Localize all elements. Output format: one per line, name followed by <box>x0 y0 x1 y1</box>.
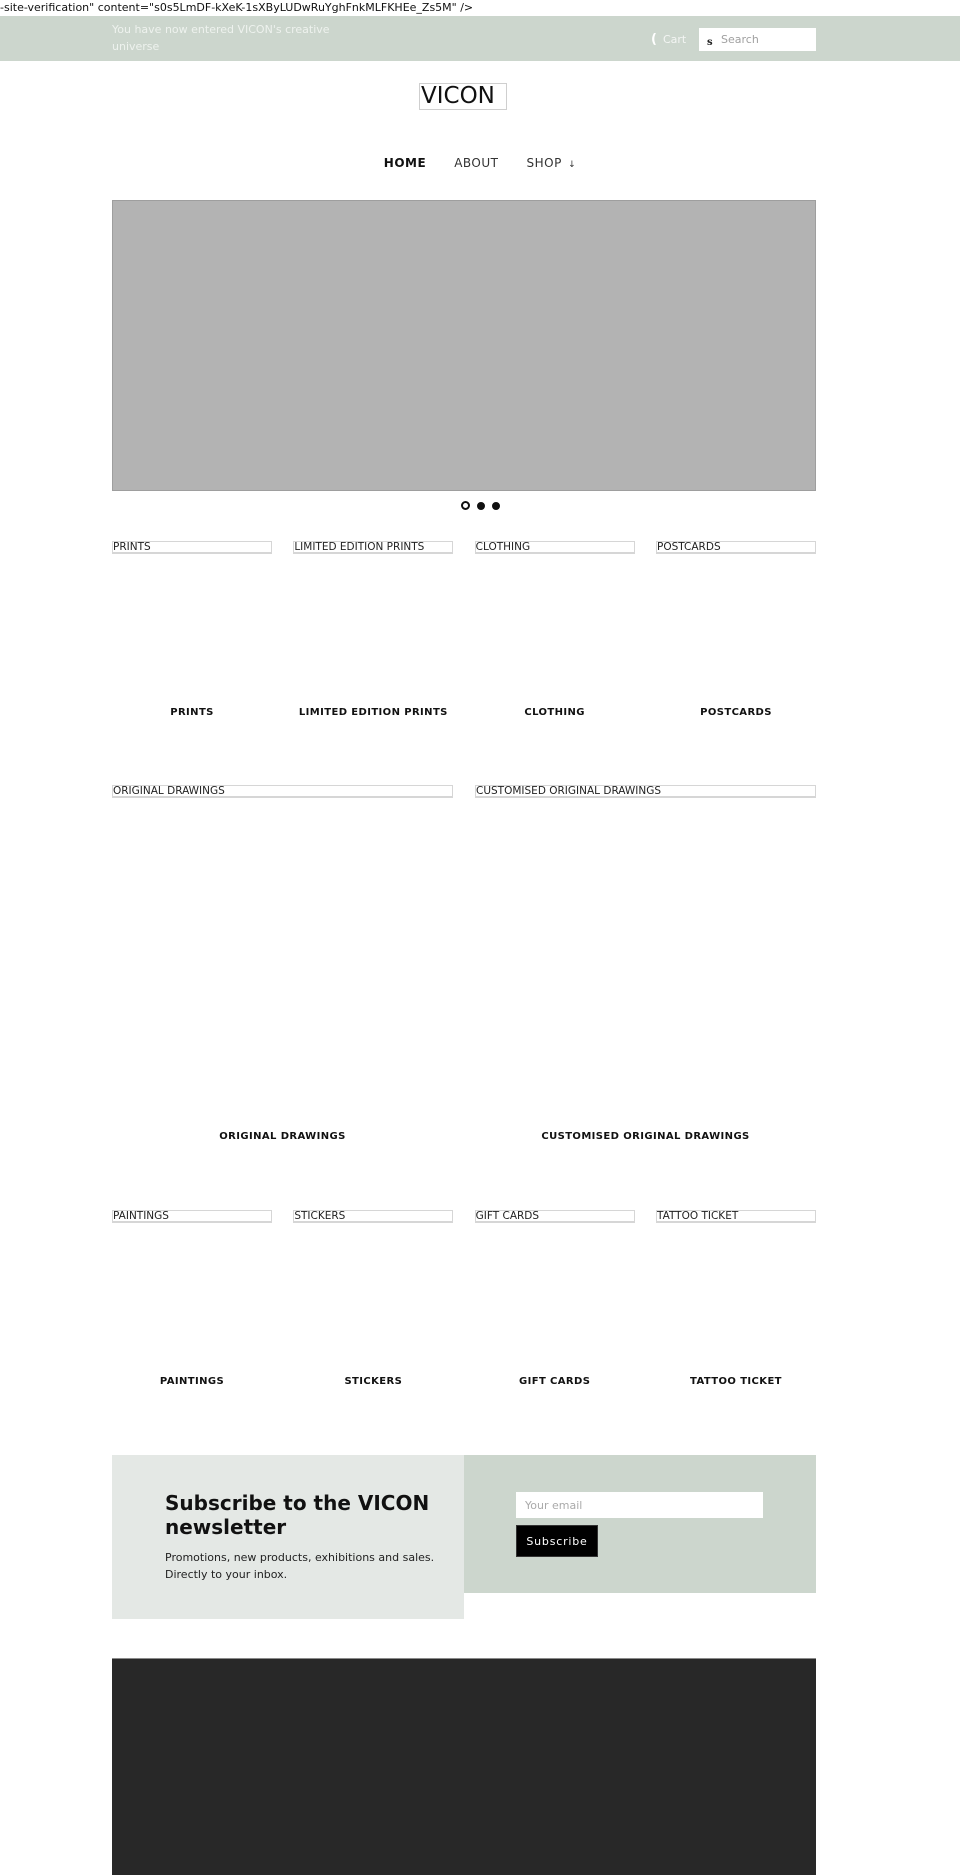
slideshow-dots <box>0 501 960 510</box>
announcement-text: You have now entered VICON's creative universe <box>112 23 330 53</box>
slide-dot-3[interactable] <box>492 502 500 510</box>
collection-caption[interactable]: CLOTHING <box>524 707 585 718</box>
collection-card <box>475 785 816 1142</box>
collection-image-customised-original-drawings[interactable]: CUSTOMISED ORIGINAL DRAWINGS <box>475 785 816 798</box>
collection-row-3 <box>112 1210 816 1387</box>
collection-card <box>293 1210 453 1387</box>
collection-caption[interactable]: STICKERS <box>344 1376 403 1387</box>
collection-image-prints[interactable]: PRINTS <box>112 541 272 554</box>
collection-caption[interactable]: CUSTOMISED ORIGINAL DRAWINGS <box>541 1131 750 1142</box>
collection-card <box>112 541 272 718</box>
chevron-down-icon: ↓ <box>568 160 577 170</box>
collection-caption[interactable]: PRINTS <box>170 707 214 718</box>
collection-caption[interactable]: GIFT CARDS <box>518 1376 591 1387</box>
slide-dot-1[interactable] <box>461 501 470 510</box>
cart-label: Cart <box>662 33 687 46</box>
collection-row-1 <box>112 541 816 718</box>
collection-image-clothing[interactable]: CLOTHING <box>475 541 635 554</box>
collection-caption[interactable]: PAINTINGS <box>159 1376 225 1387</box>
collection-image-original-drawings[interactable]: ORIGINAL DRAWINGS <box>112 785 453 798</box>
collection-row-2 <box>112 785 816 1142</box>
collection-image-tattoo-ticket[interactable]: TATTOO TICKET <box>656 1210 816 1223</box>
collection-caption[interactable]: POSTCARDS <box>700 707 772 718</box>
newsletter-info-panel <box>112 1455 464 1619</box>
main-nav <box>0 156 960 170</box>
collection-caption[interactable]: TATTOO TICKET <box>690 1376 782 1387</box>
email-field[interactable] <box>516 1492 763 1518</box>
announcement-bar <box>0 16 960 61</box>
collection-card <box>475 541 635 718</box>
collection-image-paintings[interactable]: PAINTINGS <box>112 1210 272 1223</box>
slide-dot-2[interactable] <box>477 502 485 510</box>
newsletter-title: Subscribe to the VICON newsletter <box>165 1491 430 1539</box>
collection-card <box>112 1210 272 1387</box>
cart-icon: ( <box>651 32 657 47</box>
newsletter-form-panel <box>464 1455 816 1593</box>
nav-item-shop[interactable] <box>526 156 576 170</box>
collection-card <box>656 1210 816 1387</box>
collection-image-limited-edition-prints[interactable]: LIMITED EDITION PRINTS <box>293 541 453 554</box>
collection-card <box>656 541 816 718</box>
site-logo[interactable]: VICON <box>419 83 507 110</box>
nav-item-home[interactable]: HOME <box>383 156 427 170</box>
newsletter-description: Promotions, new products, exhibitions and sales. Directly to your inbox. <box>165 1551 435 1581</box>
search-box[interactable] <box>699 28 816 51</box>
collection-caption[interactable]: LIMITED EDITION PRINTS <box>298 707 448 718</box>
collection-card <box>112 785 453 1142</box>
collection-image-postcards[interactable]: POSTCARDS <box>656 541 816 554</box>
subscribe-button[interactable]: Subscribe <box>516 1525 598 1557</box>
footer <box>112 1658 816 1875</box>
collection-image-gift-cards[interactable]: GIFT CARDS <box>475 1210 635 1223</box>
leaked-meta-tag-text: -site-verification" content="s0s5LmDF-kXeK-1sXByLUDwRuYghFnkMLFKHEe_Zs5M" /> <box>0 1 474 14</box>
collection-caption[interactable]: ORIGINAL DRAWINGS <box>219 1131 346 1142</box>
search-icon: s <box>707 37 713 48</box>
collection-card <box>293 541 453 718</box>
search-input[interactable] <box>721 28 813 51</box>
hero-slideshow[interactable] <box>112 200 816 491</box>
collection-card <box>475 1210 635 1387</box>
nav-item-shop-label: SHOP <box>526 156 562 170</box>
collection-image-stickers[interactable]: STICKERS <box>293 1210 453 1223</box>
nav-item-about[interactable]: ABOUT <box>454 156 499 170</box>
cart-link[interactable] <box>651 32 686 47</box>
